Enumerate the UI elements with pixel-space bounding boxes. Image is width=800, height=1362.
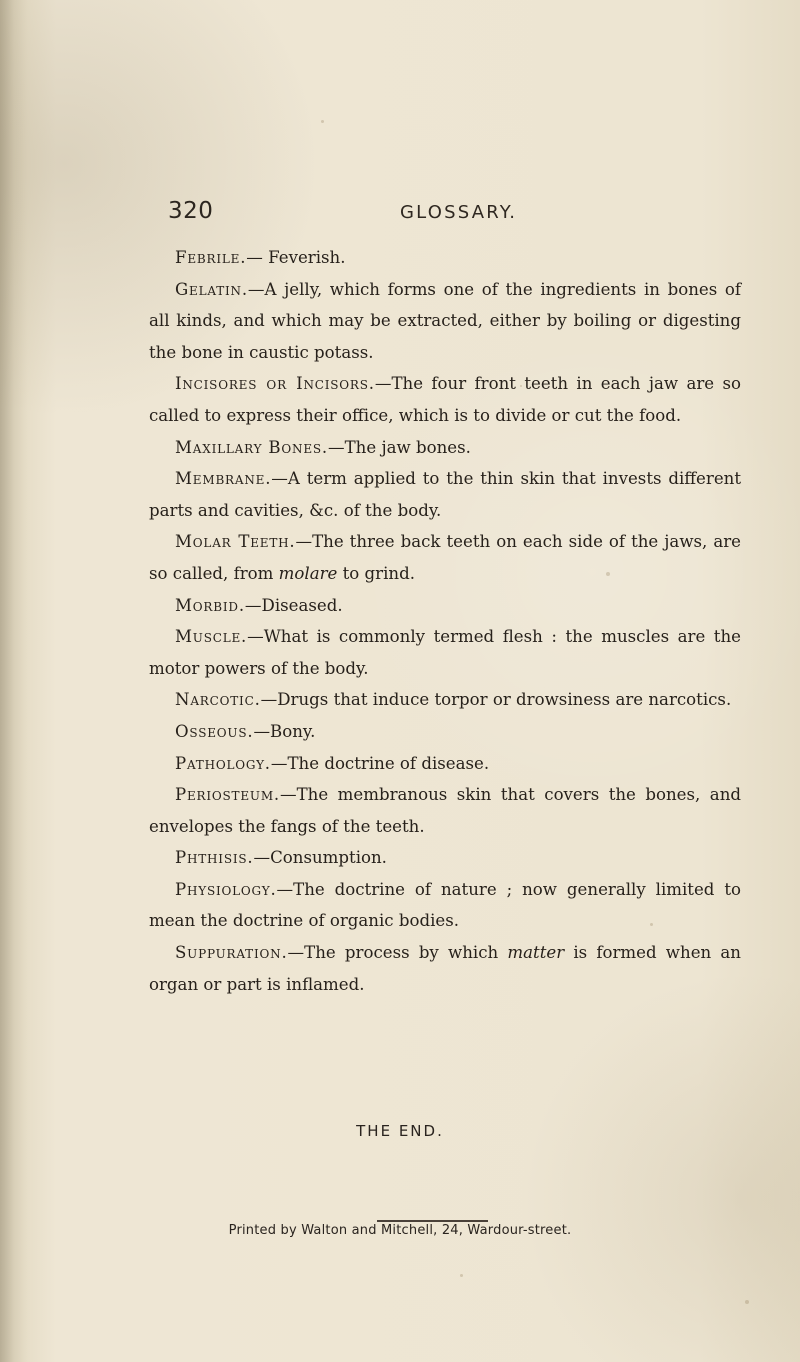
entry-separator: — bbox=[280, 785, 297, 805]
entry-separator: — bbox=[247, 279, 265, 299]
entry-term: Febrile. bbox=[175, 248, 247, 267]
entry-definition: The jaw bones. bbox=[344, 437, 471, 457]
entry-definition: What is commonly termed flesh : the muscles are the motor powers of the body. bbox=[149, 627, 741, 678]
running-head-title: GLOSSARY. bbox=[400, 202, 518, 223]
entry-separator: — bbox=[287, 943, 305, 963]
entry-term: Narcotic. bbox=[175, 690, 261, 710]
entry-term: Molar Teeth. bbox=[175, 532, 296, 552]
entry-definition-end: is formed when an organ or part is inflamed. bbox=[149, 943, 741, 994]
entry-term: Pathology. bbox=[175, 753, 271, 773]
entry-term: Osseous. bbox=[175, 721, 254, 741]
entry-definition: A jelly, which forms one of the ingredients in bones of all kinds, and which may be extracted, either by boiling or digesting the bone in caustic potass. bbox=[149, 279, 741, 362]
entry-term: Morbid. bbox=[175, 595, 245, 615]
entry-separator: — bbox=[260, 690, 278, 710]
entry-term: Muscle. bbox=[175, 627, 248, 647]
page-number: 320 bbox=[168, 198, 214, 224]
glossary-entry-muscle bbox=[149, 621, 741, 684]
entry-separator: — bbox=[244, 595, 262, 615]
entry-definition: Consumption. bbox=[270, 848, 387, 868]
entry-definition: The four front teeth in each jaw are so called to express their office, which is to divide or cut the food. bbox=[149, 374, 741, 425]
entry-definition: The process by which bbox=[304, 943, 508, 963]
entry-term: Membrane. bbox=[175, 469, 272, 489]
glossary-entry-physiology bbox=[149, 874, 741, 937]
entry-separator: — bbox=[270, 753, 288, 773]
glossary-entry-maxillary-bones bbox=[149, 432, 741, 464]
entry-separator: — bbox=[247, 627, 264, 647]
glossary-entry-incisores bbox=[149, 368, 741, 431]
page-gutter-shadow bbox=[0, 0, 28, 1362]
entry-separator: — bbox=[246, 248, 269, 267]
entry-definition: The doctrine of disease. bbox=[287, 753, 490, 773]
entry-definition: Drugs that induce torpor or drowsiness are narcotics. bbox=[277, 690, 732, 710]
entry-definition-end: to grind. bbox=[337, 563, 415, 583]
the-end-heading: THE END. bbox=[356, 1122, 444, 1140]
entry-separator: — bbox=[295, 532, 313, 552]
paper-speck bbox=[650, 923, 653, 926]
entry-term: Physiology. bbox=[175, 879, 277, 899]
entry-term: Periosteum. bbox=[175, 785, 280, 805]
glossary-entry-periosteum bbox=[149, 779, 741, 842]
entry-separator: — bbox=[253, 721, 271, 741]
entry-separator: — bbox=[328, 437, 345, 457]
entry-term: Suppuration. bbox=[175, 943, 288, 963]
glossary-entry-membrane bbox=[149, 463, 741, 526]
glossary-entry-gelatin bbox=[149, 274, 741, 369]
paper-speck bbox=[321, 120, 324, 123]
entry-term: Incisores or Incisors. bbox=[175, 374, 375, 394]
paper-speck bbox=[520, 385, 522, 387]
entry-definition: Bony. bbox=[270, 721, 316, 741]
paper-speck bbox=[606, 572, 610, 576]
glossary-entry-pathology bbox=[149, 748, 741, 780]
entry-term: Gelatin. bbox=[175, 279, 248, 299]
entry-definition: A term applied to the thin skin that invests different parts and cavities, &c. of the body. bbox=[149, 469, 741, 520]
entry-separator: — bbox=[374, 374, 392, 394]
entry-definition: The doctrine of nature ; now generally limited to mean the doctrine of organic bodies. bbox=[149, 879, 741, 931]
entry-definition: Diseased. bbox=[261, 595, 343, 615]
glossary-entry-morbid bbox=[149, 590, 741, 622]
entry-emphasis: matter bbox=[507, 943, 565, 963]
entry-emphasis: molare bbox=[278, 563, 338, 583]
entry-term: Maxillary Bones. bbox=[175, 437, 328, 457]
entry-term: Phthisis. bbox=[175, 848, 254, 868]
paper-speck bbox=[745, 1300, 749, 1304]
glossary-entry-febrile bbox=[149, 242, 741, 274]
entry-definition: Feverish. bbox=[268, 248, 346, 267]
paper-speck bbox=[460, 1274, 463, 1277]
printer-imprint: Printed by Walton and Mitchell, 24, Wardour-street. bbox=[228, 1223, 572, 1238]
glossary-entry-molar-teeth bbox=[149, 526, 741, 589]
glossary-entry-osseous bbox=[149, 716, 741, 748]
glossary-entry-suppuration bbox=[149, 937, 741, 1000]
glossary-entry-narcotic bbox=[149, 684, 741, 716]
entry-separator: — bbox=[253, 848, 271, 868]
imprint-divider bbox=[377, 1220, 488, 1222]
entry-definition: The three back teeth on each side of the jaws, are so called, from bbox=[149, 532, 741, 583]
entry-separator: — bbox=[271, 469, 288, 489]
glossary-entries bbox=[149, 242, 741, 1000]
glossary-entry-phthisis bbox=[149, 842, 741, 874]
entry-separator: — bbox=[276, 879, 294, 899]
entry-definition: The membranous skin that covers the bones, and envelopes the fangs of the teeth. bbox=[149, 785, 741, 836]
